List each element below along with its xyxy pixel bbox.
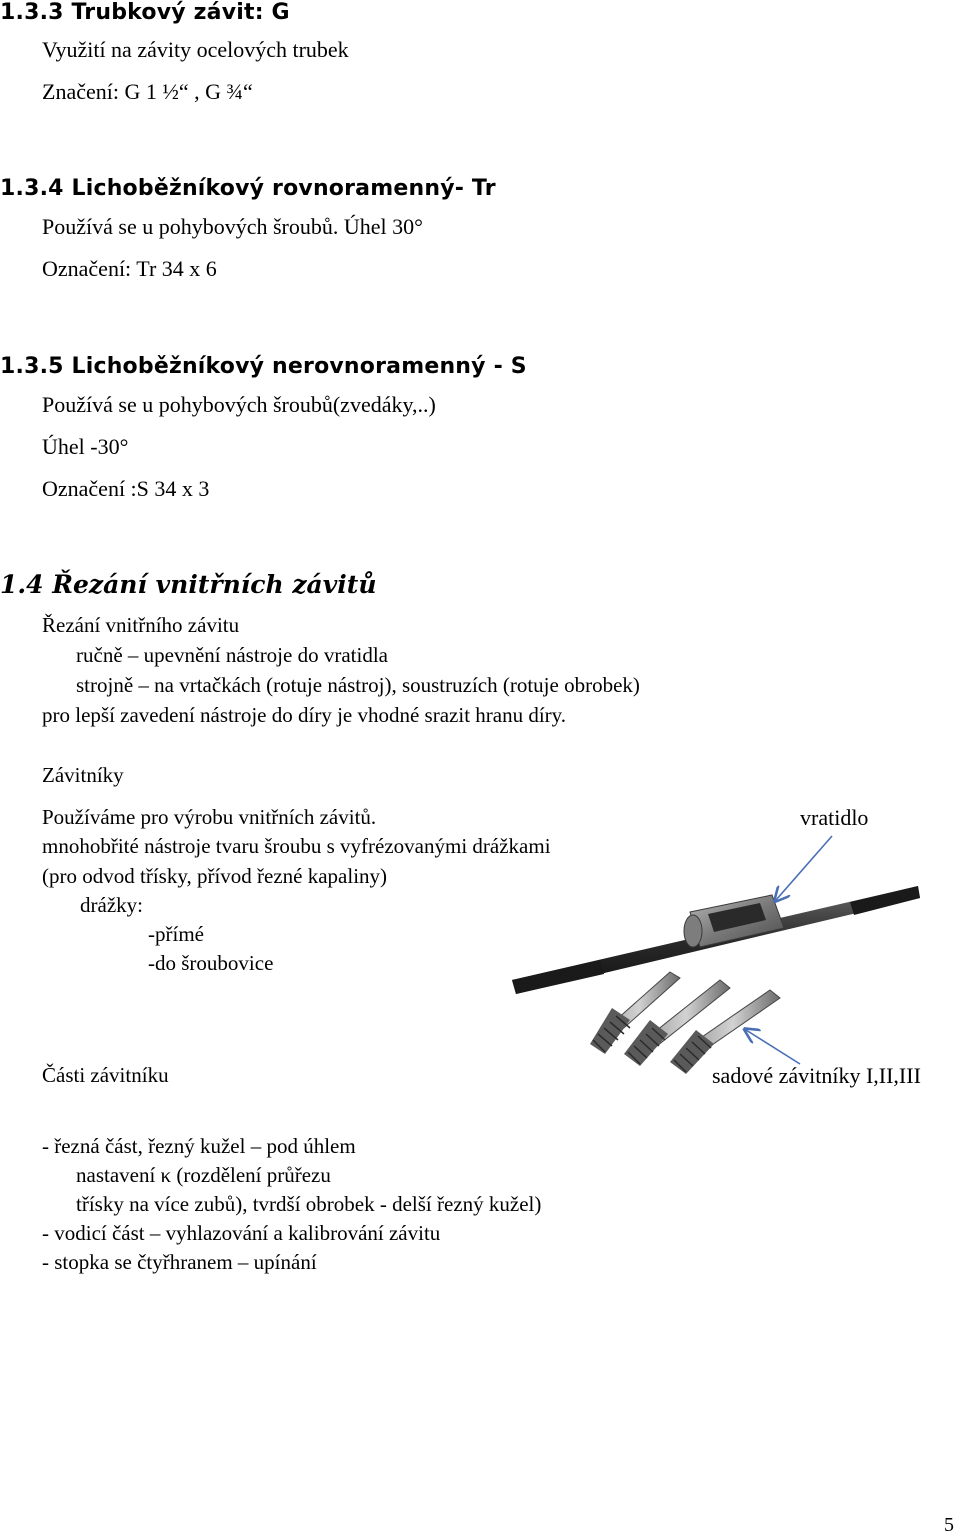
section-line: Používá se u pohybových šroubů. Úhel 30°: [42, 214, 423, 239]
section-line: Řezání vnitřního závitu: [42, 613, 240, 637]
page-number: 5: [944, 1514, 954, 1536]
section-line: Značení: G 1 ½“ , G ¾“: [42, 79, 253, 104]
section-line: - řezná část, řezný kužel – pod úhlem: [42, 1134, 356, 1158]
section-line: Úhel -30°: [42, 434, 129, 459]
section-line: mnohobřité nástroje tvaru šroubu s vyfrézovanými drážkami: [42, 834, 551, 858]
section-line: Používá se u pohybových šroubů(zvedáky,..): [42, 392, 436, 417]
arrow-to-wrench: [776, 836, 832, 900]
section-heading-1-3-4: 1.3.4 Lichoběžníkový rovnoramenný- Tr: [0, 176, 496, 201]
section-line: Označení: Tr 34 x 6: [42, 256, 217, 281]
wrench-body: [684, 895, 784, 947]
label-sadove-zavitniky: sadové závitníky I,II,III: [712, 1063, 921, 1088]
section-line: (pro odvod třísky, přívod řezné kapaliny): [42, 864, 388, 888]
section-line: nastavení κ (rozdělení průřezu: [76, 1163, 331, 1187]
tap-3: [670, 990, 780, 1074]
section-line: Označení :S 34 x 3: [42, 476, 210, 501]
section-line: -přímé: [148, 922, 204, 946]
tap-2: [624, 980, 730, 1066]
subsection-title-zavitniky: Závitníky: [42, 763, 124, 787]
section-line: pro lepší zavedení nástroje do díry je vhodné srazit hranu díry.: [42, 703, 567, 727]
section-line: ručně – upevnění nástroje do vratidla: [76, 643, 388, 667]
section-line: drážky:: [80, 893, 143, 917]
subsection-title-casti: Části závitníku: [42, 1063, 169, 1087]
label-vratidlo: vratidlo: [800, 805, 869, 830]
section-heading-1-3-5: 1.3.5 Lichoběžníkový nerovnoramenný - S: [0, 354, 527, 379]
section-line: Používáme pro výrobu vnitřních závitů.: [42, 805, 377, 829]
section-line: - stopka se čtyřhranem – upínání: [42, 1250, 317, 1274]
section-line: -do šroubovice: [148, 951, 274, 975]
section-heading-1-3-3: 1.3.3 Trubkový závit: G: [0, 0, 290, 25]
section-line: třísky na více zubů), tvrdší obrobek - delší řezný kužel): [76, 1192, 542, 1216]
section-line: - vodicí část – vyhlazování a kalibrování závitu: [42, 1221, 441, 1245]
section-heading-1-4: 1.4 Řezání vnitřních závitů: [0, 570, 377, 599]
section-line: Využití na závity ocelových trubek: [42, 37, 349, 62]
arrow-to-taps: [746, 1030, 800, 1064]
section-line: strojně – na vrtačkách (rotuje nástroj), soustruzích (rotuje obrobek): [76, 673, 640, 697]
